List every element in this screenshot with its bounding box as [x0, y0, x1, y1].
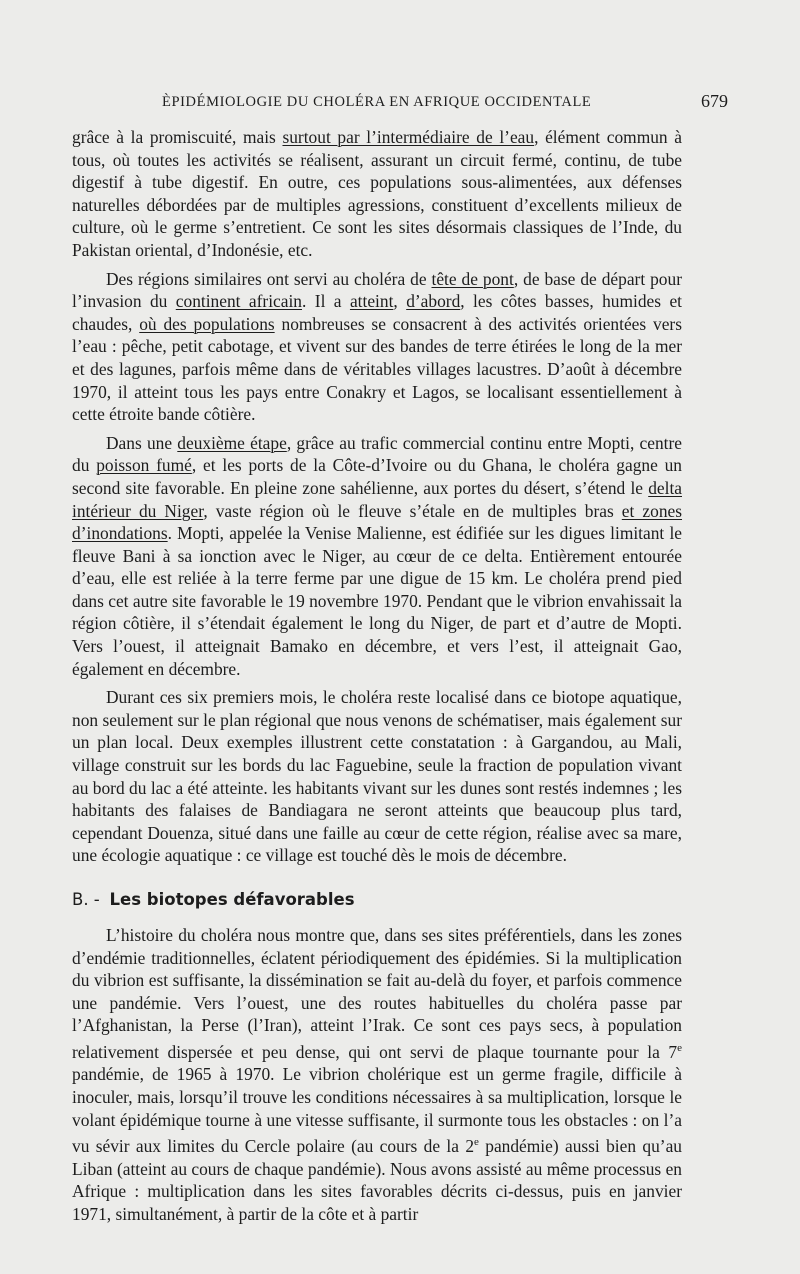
underlined-phrase: d’abord	[406, 291, 461, 312]
ordinal-superscript: e	[474, 1136, 479, 1149]
page-number: 679	[701, 91, 728, 111]
underlined-phrase: poisson fumé	[96, 455, 192, 476]
underlined-phrase: où des populations	[139, 313, 275, 334]
underlined-phrase: tête de pont	[431, 268, 514, 289]
paragraph-3: Dans une deuxième étape, grâce au trafic commercial continu entre Mopti, centre du poisson fumé, et les ports de la Côte-d’Ivoire ou du Ghana, le choléra gagne un second site favorable. En pleine zone sahélienne, aux portes du désert, s’étend le delta intérieur du Niger, vaste région où le fleuve s’étale en de multiples bras et zones d’inondations. Mopti, appelée la Venise Malienne, est édifiée sur les digues limitant le fleuve Bani à sa ionction avec le Niger, au cœur de ce delta. Entièrement entourée d’eau, elle est reliée à la terre ferme par une digue de 15 km. Le choléra prend pied dans cet autre site favorable le 19 novembre 1970. Pendant que le vibrion envahissait la région côtière, il s’étendait également le long du Niger, de part et d’autre de Mopti. Vers l’ouest, il atteignait Bamako en décembre, et vers l’est, il atteignait Gao, également en décembre.	[72, 432, 683, 679]
underlined-phrase: surtout par l’intermédiaire de l’eau	[282, 127, 535, 147]
ordinal-superscript: e	[677, 1041, 682, 1054]
section-heading	[72, 888, 682, 912]
underlined-phrase: deuxième étape	[177, 432, 287, 453]
paragraph-4: Durant ces six premiers mois, le choléra reste localisé dans ce biotope aquatique, non seulement sur le plan régional que nous venons de schématiser, mais également sur un plan local. Deux exemples illustrent cette constatation : à Gargandou, au Mali, village construit sur les bords du lac Faguebine, seule la fraction de population vivant au bord du lac a été atteinte. les habitants vivant sur les dunes sont restés indemnes ; les habitants des falaises de Bandiagara ne seront atteints que beaucoup plus tard, cependant Douenza, situé dans une faille au cœur de cette région, réalise avec sa mare, une écologie aquatique : ce village est touché dès le mois de décembre.	[72, 687, 682, 866]
section-title: Les biotopes défavorables	[109, 890, 355, 909]
body-text	[72, 126, 682, 1225]
running-title: ÈPIDÉMIOLOGIE DU CHOLÉRA EN AFRIQUE OCCIDENTALE	[162, 94, 592, 110]
paragraph-2: Des régions similaires ont servi au choléra de tête de pont, de base de départ pour l’invasion du continent africain. Il a atteint, d’abord, les côtes basses, humides et chaudes, où des populations nombreuses se consacrent à des activités orientées vers l’eau : pêche, petit cabotage, et vivent sur des bandes de terre étirées le long de la mer et des lagunes, parfois même dans de véritables villages lacustres. D’août à décembre 1970, il atteint tous les pays entre Conakry et Lagos, se localisant essentiellement à cette étroite bande côtière.	[72, 268, 683, 425]
paragraph-5: L’histoire du choléra nous montre que, dans ses sites préférentiels, dans les zones d’endémie traditionnelles, éclatent périodiquement des épidémies. Si la multiplication du vibrion est suffisante, la dissémination se fait au-delà du foyer, et parfois commence une pandémie. Vers l’ouest, une des routes habituelles du choléra passe par l’Afghanistan, la Perse (l’Iran), atteint l’Irak. Ce sont ces pays secs, à population relativement dispersée et peu dense, qui ont servi de plaque tournante pour la 7e pandémie, de 1965 à 1970. Le vibrion cholérique est un germe fragile, difficile à inoculer, mais, lorsqu’il trouve les conditions nécessaires à sa multiplication, lorsque le volant épidémique tourne à une vitesse suffisante, il surmonte tous les obstacles : on l’a vu sévir aux limites du Cercle polaire (au cours de la 2e pandémie) aussi bien qu’au Liban (atteint au cours de chaque pandémie). Nous avons assisté au même processus en Afrique : multiplication dans les sites favorables décrits ci-dessus, puis en janvier 1971, simultanément, à partir de la côte et à partir	[72, 925, 682, 1224]
underlined-phrase: delta intérieur du Niger	[72, 477, 682, 521]
page-header	[72, 88, 728, 114]
paragraph-1: grâce à la promiscuité, mais surtout par l’intermédiaire de l’eau, élément commun à tous, où toutes les activités se réalisent, assurant un circuit fermé, continu, de tube digestif à tube digestif. En outre, ces populations sous-alimentées, aux défenses naturelles débordées par de multiples agressions, constituent d’excellents milieux de culture, où le germe s’entretient. Ce sont les sites désormais classiques de l’Inde, du Pakistan oriental, d’Indonésie, etc.	[72, 127, 682, 260]
underlined-phrase: atteint	[349, 291, 394, 312]
section-letter: B. -	[72, 890, 100, 909]
underlined-phrase: et zones d’inondations	[72, 500, 683, 544]
underlined-phrase: continent africain	[175, 291, 303, 312]
